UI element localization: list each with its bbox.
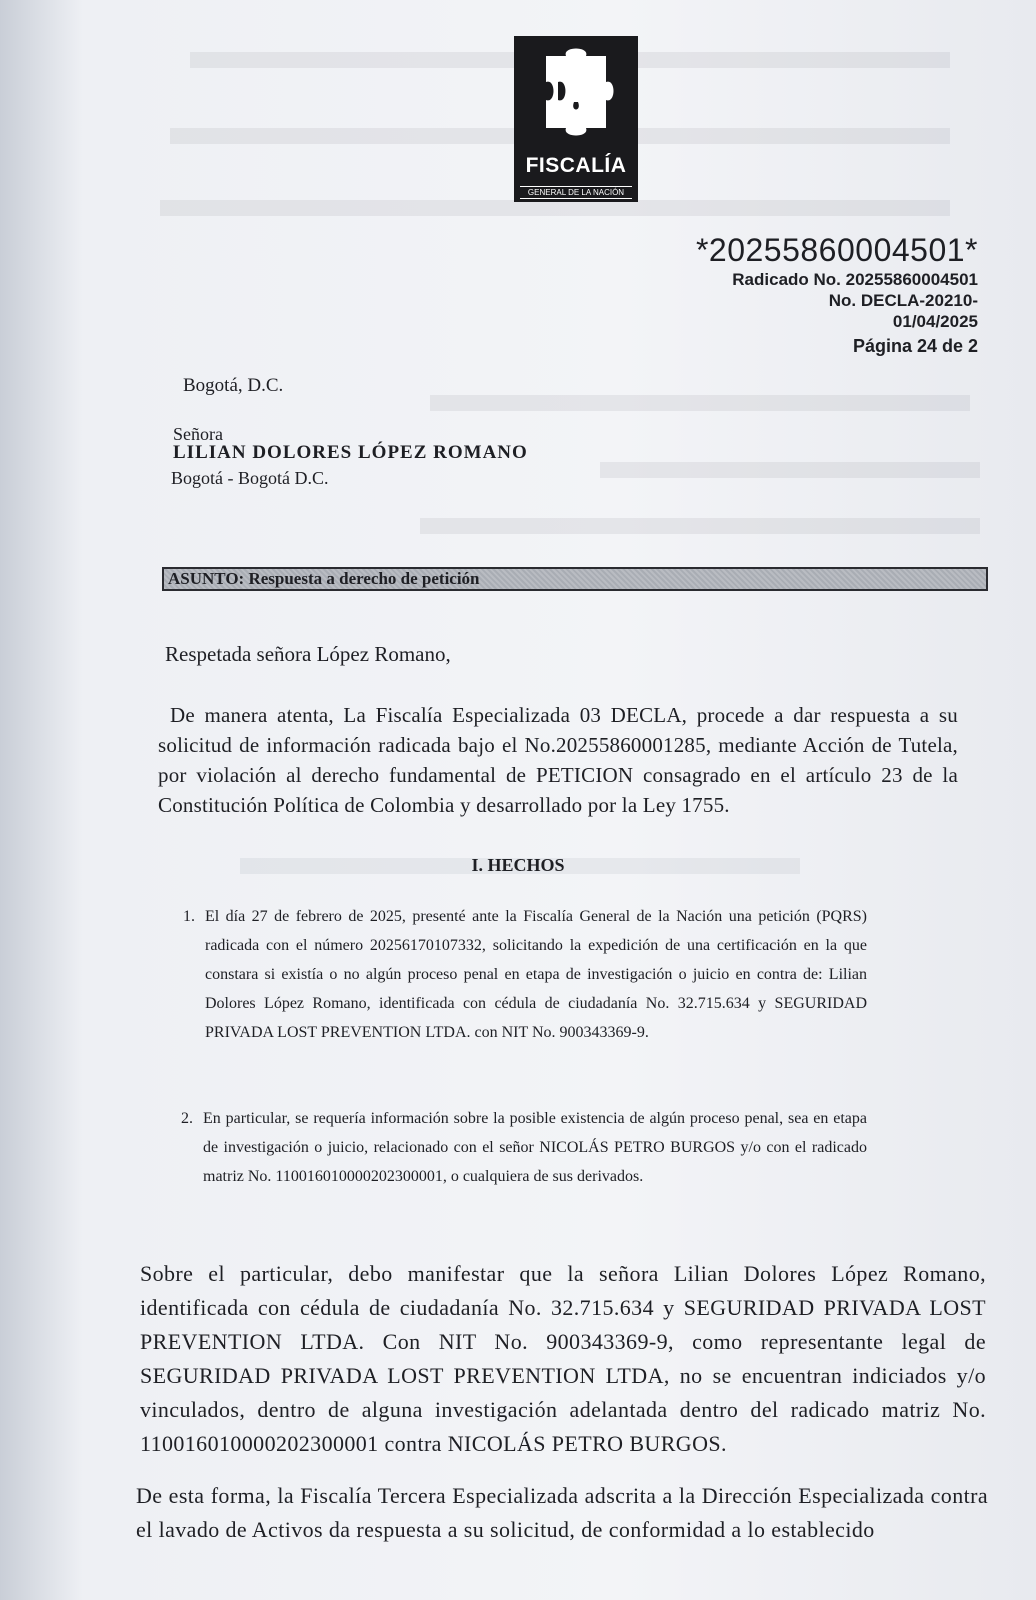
closing-paragraph: De esta forma, la Fiscalía Tercera Especializada adscrita a la Dirección Especializada contra el lavado de Activos da respuesta a su solicitud, de conformidad a lo establecido bbox=[136, 1483, 988, 1542]
recipient-location: Bogotá - Bogotá D.C. bbox=[171, 468, 329, 488]
decla-number-line1: No. DECLA-20210- bbox=[828, 291, 978, 310]
fact-text: El día 27 de febrero de 2025, presenté ante la Fiscalía General de la Nación una petición (PQRS) radicada con el número 20256170107332, solicitando la expedición de una certificación en la que constara si existía o no algún proceso penal en etapa de investigación o juicio en contra de: Lilian Dolores López Romano, identificada con cédula de ciudadanía No. 32.715.634 y SEGURIDAD PRIVADA LOST PREVENTION LTDA. con NIT No. 900343369-9. bbox=[205, 908, 867, 1041]
response-paragraph: Sobre el particular, debo manifestar que la señora Lilian Dolores López Romano, identificada con cédula de ciudadanía No. 32.715.634 y SEGURIDAD PRIVADA LOST PREVENTION LTDA. Con NIT No. 900343369-9, como representante legal de SEGURIDAD PRIVADA LOST PREVENTION LTDA, no se encuentran indiciados y/o vinculados, dentro de alguna investigación adelantada dentro del radicado matriz No. 110016010000202300001 contra NICOLÁS PETRO BURGOS. bbox=[140, 1261, 986, 1456]
fact-item bbox=[181, 1104, 867, 1191]
decla-number-line2: 01/04/2025 bbox=[892, 312, 978, 331]
greeting: Respetada señora López Romano, bbox=[165, 642, 451, 666]
salutation: Señora bbox=[173, 424, 223, 444]
fiscalia-logo bbox=[514, 36, 638, 202]
radicado-number: Radicado No. 20255860004501 bbox=[732, 270, 978, 289]
recipient-name: LILIAN DOLORES LÓPEZ ROMANO bbox=[173, 442, 528, 463]
fact-text: En particular, se requería información sobre la posible existencia de algún proceso penal, sea en etapa de investigación o juicio, relacionado con el señor NICOLÁS PETRO BURGOS y/o con el radicado matriz No. 11001601000020230000​1, o cualquiera de sus derivados. bbox=[203, 1110, 867, 1185]
page-number: Página 24 de 2 bbox=[852, 336, 978, 356]
fact-number: 2. bbox=[181, 1110, 193, 1127]
logo-wordmark: FISCALÍA bbox=[525, 154, 627, 177]
section-title-hechos: I. HECHOS bbox=[471, 855, 565, 875]
fact-number: 1. bbox=[183, 908, 195, 925]
puzzle-piece-icon bbox=[528, 42, 624, 152]
subject-line: ASUNTO: Respuesta a derecho de petición bbox=[162, 567, 988, 591]
city-line: Bogotá, D.C. bbox=[183, 375, 284, 396]
intro-paragraph: De manera atenta, La Fiscalía Especializada 03 DECLA, procede a dar respuesta a su solicitud de información radicada bajo el No.20255860001285, mediante Acción de Tutela, por violación al derecho fundamental de PETICION consagrado en el artículo 23 de la Constitución Política de Colombia y desarrollado por la Ley 1755. bbox=[158, 703, 958, 817]
barcode-number: *20255860004501* bbox=[695, 232, 978, 268]
radicado-header bbox=[696, 232, 978, 357]
fact-item bbox=[183, 902, 867, 1047]
logo-subtitle: GENERAL DE LA NACIÓN bbox=[520, 186, 632, 199]
